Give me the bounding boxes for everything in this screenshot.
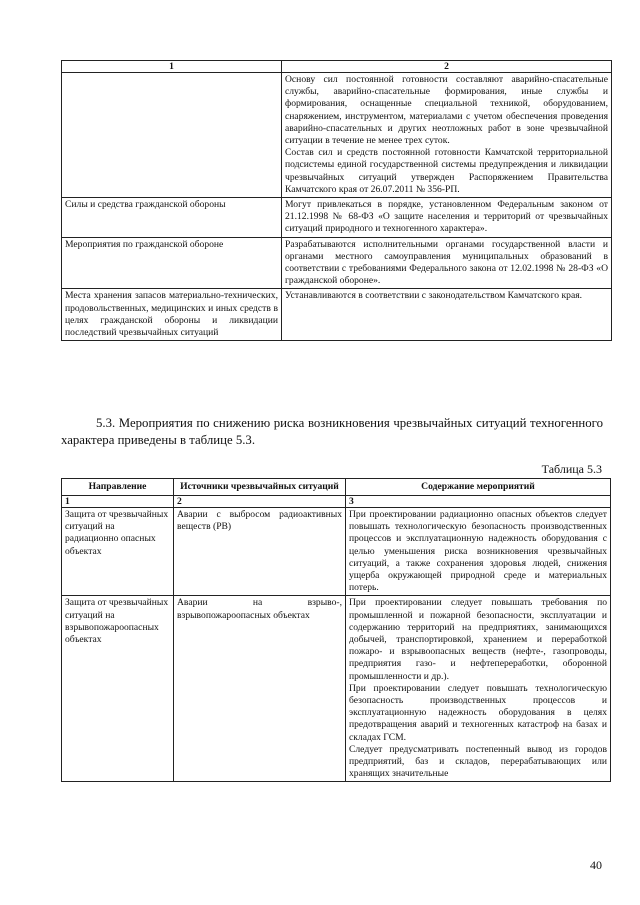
row-content <box>282 237 612 289</box>
header-sources: Источники чрезвычайных ситуаций <box>174 479 346 496</box>
forces-table <box>61 60 612 341</box>
content-cell <box>346 596 611 782</box>
table-row <box>62 508 611 596</box>
header-content: Содержание мероприятий <box>346 479 611 496</box>
paragraph: Следует предусматривать постепенный вывод из городов предприятий, баз и складов, перерабатывающих или хранящих значительные <box>349 743 607 780</box>
paragraph: Устанавливаются в соответствии с законодательством Камчатского края. <box>285 290 583 302</box>
source-cell: Аварии с выбросом радиоактивных веществ (РВ) <box>174 508 346 596</box>
paragraph: При проектировании следует повышать технологическую безопасность производственных процессов и эксплуатационную надежность оборудования в целях предотвращения аварий и техногенных катастроф на базах и складах ГСМ. <box>349 682 607 743</box>
column-number-2: 2 <box>282 61 612 73</box>
table-header-row <box>62 479 611 496</box>
row-label: Силы и средства гражданской обороны <box>62 198 282 238</box>
column-number-row <box>62 496 611 508</box>
table-row <box>62 596 611 782</box>
column-number-3: 3 <box>346 496 611 508</box>
table-row <box>62 73 612 198</box>
row-label: Места хранения запасов материально-технических, продовольственных, медицинских и иных средств в целях гражданской обороны и ликвидации последствий чрезвычайных ситуаций <box>62 289 282 341</box>
measures-table <box>61 478 611 782</box>
direction-cell: Защита от чрезвычайных ситуаций на взрывопожароопасных объектах <box>62 596 174 782</box>
row-content <box>282 73 612 198</box>
paragraph: При проектировании следует повышать требования по промышленной и пожарной безопасности, эксплуатации и содержанию территорий на предприятиях, занимающихся добычей, транспортировкой, хранением и переработкой пожаро- и взрывоопасных веществ (нефте-, газопроводы, предприятия газо- и нефтепереработки, оборонной промышленности и др.). <box>349 597 607 682</box>
row-content <box>282 198 612 238</box>
column-number-1: 1 <box>62 496 174 508</box>
table-row <box>62 289 612 341</box>
table-row <box>62 237 612 289</box>
paragraph: Состав сил и средств постоянной готовности Камчатской территориальной подсистемы единой государственной системы предупреждения и ликвидации чрезвычайных ситуаций утвержден Распоряжением Правительства Камчатского края от 26.07.2011 № 356-РП. <box>285 147 608 195</box>
section-paragraph: 5.3. Мероприятия по снижению риска возникновения чрезвычайных ситуаций техногенного характера приведены в таблице 5.3. <box>61 416 603 447</box>
column-number-1: 1 <box>62 61 282 73</box>
paragraph: При проектировании радиационно опасных объектов следует повышать технологическую безопасность производственных процессов и эксплуатационную надежность оборудования с целью уменьшения риска возникновения чрезвычайных ситуаций, а также сохранения здоровья людей, снижения ущерба окружающей природной среде и материальных потерь. <box>349 509 607 594</box>
source-cell: Аварии на взрыво-, взрывопожароопасных объектах <box>174 596 346 782</box>
column-number-2: 2 <box>174 496 346 508</box>
content-cell <box>346 508 611 596</box>
header-direction: Направление <box>62 479 174 496</box>
row-content <box>282 289 612 341</box>
paragraph: Разрабатываются исполнительными органами государственной власти и органами местного самоуправления муниципальных образований в соответствии с требованиями Федерального закона от 12.02.1998 № 28-ФЗ «О гражданской обороне». <box>285 238 608 287</box>
direction-cell: Защита от чрезвычайных ситуаций на радиационно опасных объектах <box>62 508 174 596</box>
table-header-row <box>62 61 612 73</box>
table-caption: Таблица 5.3 <box>541 462 602 476</box>
row-label <box>62 73 282 198</box>
row-label: Мероприятия по гражданской обороне <box>62 237 282 289</box>
table-row <box>62 198 612 238</box>
page-number: 40 <box>590 858 602 872</box>
paragraph: Основу сил постоянной готовности составляют аварийно-спасательные службы, аварийно-спасательные формирования, иные службы и формирования, оснащенные специальной техникой, оборудованием, снаряжением, инструментом, материалами с учетом обеспечения проведения аварийно-спасательных и других неотложных работ в зоне чрезвычайной ситуации в течение не менее трех суток. <box>285 74 608 147</box>
paragraph: Могут привлекаться в порядке, установленном Федеральным законом от 21.12.1998 № 68-ФЗ «О защите населения и территорий от чрезвычайных ситуаций природного и техногенного характера». <box>285 199 608 235</box>
